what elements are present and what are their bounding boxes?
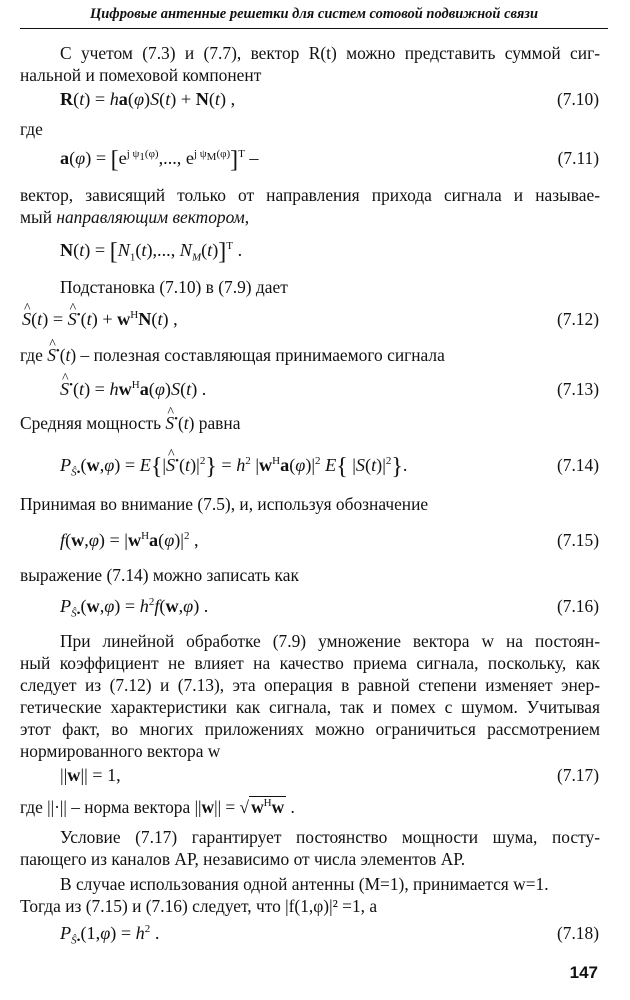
equation-7-16: $P_{Ŝ•}(w,\varphi) = h^2f(w,\varphi)$ .: [60, 595, 209, 620]
equation-7-12: ^ S(t) = ^ $S^•(t) + w^HN(t)$ ,: [22, 306, 178, 332]
equation-7-17: ||w|| = 1,: [60, 765, 121, 785]
equation-number: (7.11): [557, 148, 599, 168]
equation-number: (7.18): [556, 923, 599, 943]
paragraph-line: Средняя мощность ^ S•(t) равна: [20, 412, 600, 434]
running-header: Цифровые антенные решетки для систем сотовой подвижной связи: [20, 6, 608, 29]
equation-7-14: $P_{Ŝ•}(w,\varphi)$ = E{|^ $S^•(t)|^2\} = h^2$ $|w^Ha(\varphi)|^2$ E{ $|S(t)|^2$}.: [60, 452, 407, 480]
equation-n-vector: $N(t) = [N_1(t)$,..., $N_M(t)]^T$ .: [60, 239, 243, 265]
paragraph-line: В случае использования одной антенны (M=1), принимается w=1.: [60, 874, 549, 894]
equation-7-15: $f(w,\varphi) = |w^Ha(\varphi)|^2$ ,: [60, 529, 199, 550]
paragraph-line: гетические характеристики как сигнала, так и помех с шумом. Учитывая: [20, 697, 600, 717]
paragraph-line: где ||·|| – норма вектора ||w|| = √ $w^Hw$ .: [20, 797, 295, 817]
paragraph-line: этот факт, во многих приложениях можно ограничиться рассмотрением: [20, 719, 600, 739]
equation-number: (7.10): [556, 89, 599, 109]
equation-number: (7.12): [556, 309, 599, 329]
equation-7-11: $a(\varphi) = [e^{j \psi_1(\varphi)}$,..., $e^{j \psi_M(\varphi)}]^T$ –: [60, 147, 259, 173]
paragraph-line: Тогда из (7.15) и (7.16) следует, что |f(1,φ)|² =1, а: [20, 896, 378, 916]
paragraph-line: Условие (7.17) гарантирует постоянство мощности шума, посту-: [60, 827, 600, 847]
paragraph-line: С учетом (7.3) и (7.7), вектор R(t) можно представить суммой сиг-: [60, 43, 600, 63]
paragraph-line: ный коэффициент не влияет на качество приема сигнала, поскольку, как: [20, 653, 600, 673]
equation-7-18: $P_{Ŝ•}(1,\varphi) = h^2$ .: [60, 922, 160, 947]
equation-number: (7.17): [556, 765, 599, 785]
paragraph-line: нормированного вектора w: [20, 741, 221, 761]
equation-number: (7.15): [556, 530, 599, 550]
paragraph-line: следует из (7.12) и (7.13), эта операция в равной степени изменяет энер-: [20, 675, 600, 695]
paragraph-line: выражение (7.14) можно записать как: [20, 565, 299, 585]
paragraph-line: Принимая во внимание (7.5), и, используя обозначение: [20, 494, 429, 514]
paragraph-line: пающего из каналов АР, независимо от числа элементов АР.: [20, 849, 466, 869]
paragraph-line: где: [20, 119, 43, 139]
paragraph-line: вектор, зависящий только от направления прихода сигнала и называе-: [20, 185, 600, 205]
equation-7-13: ^ $S^•(t) = hw^Ha(\varphi)S(t)$ .: [60, 376, 206, 402]
paragraph-line: При линейной обработке (7.9) умножение вектора w на постоян-: [60, 631, 600, 651]
equation-number: (7.16): [556, 596, 599, 616]
equation-7-10: R(t) = ha(φ)S(t) + N(t) ,: [60, 89, 236, 109]
paragraph-line: нальной и помеховой компонент: [20, 65, 262, 85]
equation-number: (7.13): [556, 379, 599, 399]
equation-number: (7.14): [556, 455, 599, 475]
paragraph-line: где ^ S•(t) – полезная составляющая принимаемого сигнала: [20, 344, 600, 366]
paragraph-line: Подстановка (7.10) в (7.9) дает: [60, 277, 288, 297]
paragraph-line: мый направляющим вектором,: [20, 207, 250, 227]
page-number: 147: [569, 963, 598, 982]
